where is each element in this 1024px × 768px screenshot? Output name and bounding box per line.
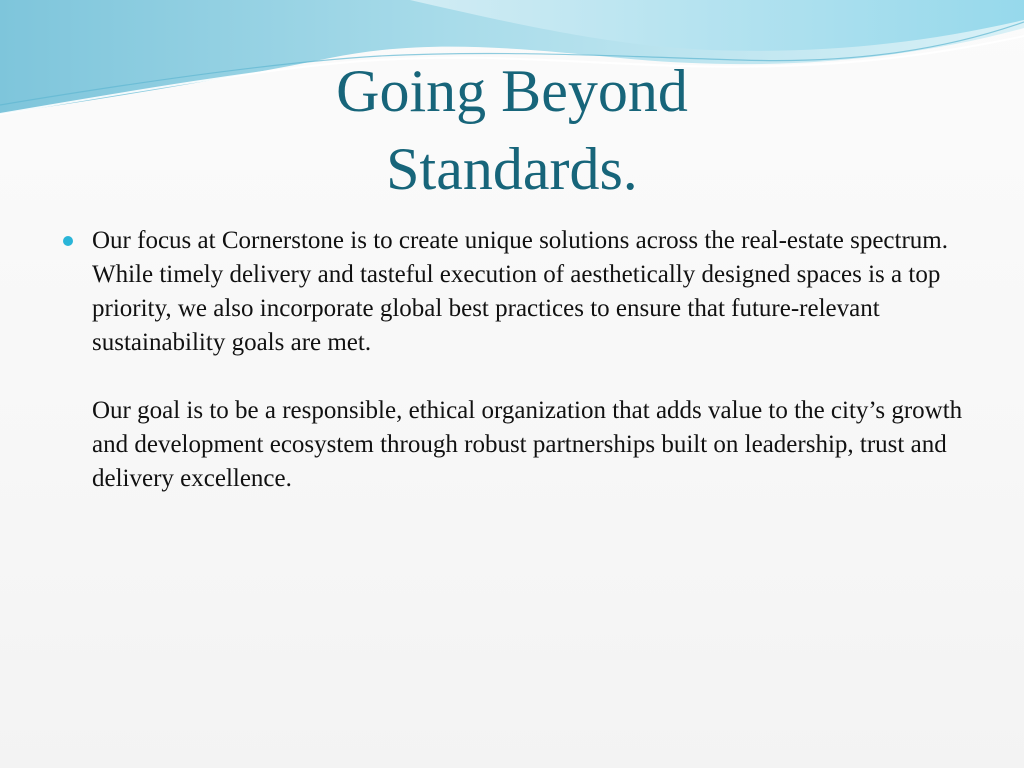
bullet-item [60,224,980,496]
bullet-dot-icon [63,236,73,246]
body-paragraph-2: Our goal is to be a responsible, ethical organization that adds value to the city’s growth and development ecosystem through robust partnerships built on leadership, trust and delivery excellence. [92,397,963,492]
title-line-2: Standards. [386,136,638,202]
slide-body [60,224,980,496]
body-paragraph-1: Our focus at Cornerstone is to create unique solutions across the real-estate spectrum. While timely delivery and tasteful execution of aesthetically designed spaces is a top priority, we also incorporate global best practices to ensure that future-relevant sustainability goals are met. [92,227,948,356]
slide-title [0,52,1024,208]
title-line-1: Going Beyond [336,58,688,124]
